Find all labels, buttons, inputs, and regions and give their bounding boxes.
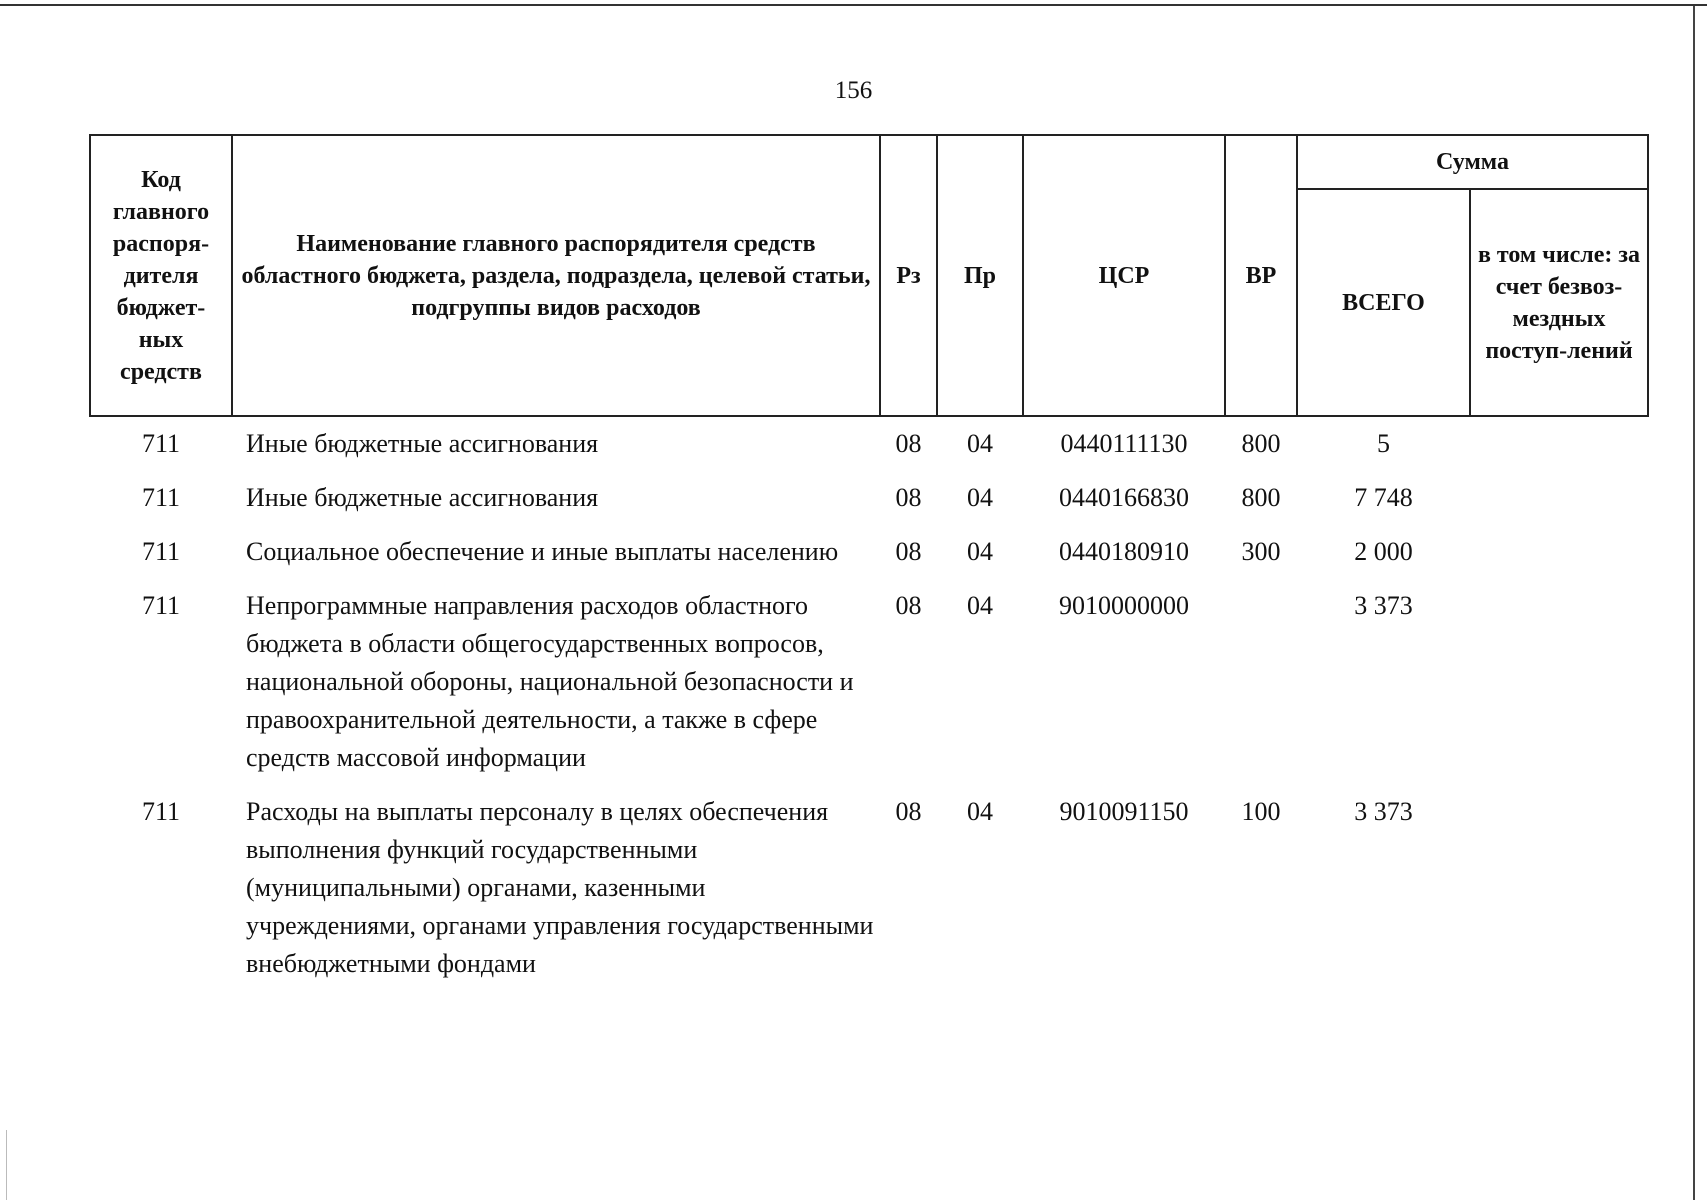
table-row [90, 416, 1648, 471]
header-csr: ЦСР [1023, 135, 1225, 416]
table-row [90, 579, 1648, 785]
header-name: Наименование главного распорядителя средств областного бюджета, раздела, подраздела, целевой статьи, подгруппы видов расходов [232, 135, 880, 416]
cell-vr: 800 [1241, 483, 1281, 512]
table-body [90, 416, 1648, 991]
cell-free [1470, 525, 1648, 579]
scan-edge-top [0, 4, 1707, 6]
cell-code: 711 [141, 483, 181, 512]
cell-free [1470, 579, 1648, 785]
cell-vr: 800 [1241, 429, 1281, 458]
cell-free [1470, 416, 1648, 471]
header-free: в том числе: за счет безвоз-мездных поступ-лений [1470, 189, 1648, 416]
cell-csr: 9010091150 [1059, 797, 1189, 826]
table-header [90, 135, 1648, 416]
cell-name: Непрограммные направления расходов областного бюджета в области общегосударственных вопросов, национальной обороны, национальной безопасности и правоохранительной деятельности, а также в сфере средств массовой информации [246, 591, 854, 772]
cell-vr: 300 [1241, 537, 1281, 566]
page-number: 156 [834, 77, 873, 104]
cell-csr: 0440166830 [1059, 483, 1189, 512]
table-row [90, 471, 1648, 525]
header-vr: ВР [1225, 135, 1297, 416]
budget-table [89, 134, 1649, 991]
table-row [90, 785, 1648, 991]
cell-rz: 08 [895, 483, 922, 512]
cell-rz: 08 [895, 537, 922, 566]
cell-csr: 0440180910 [1059, 537, 1189, 566]
cell-total: 3 373 [1354, 797, 1413, 826]
cell-pr: 04 [967, 537, 993, 566]
cell-rz: 08 [895, 797, 922, 826]
header-pr: Пр [937, 135, 1023, 416]
cell-code: 711 [141, 797, 181, 826]
header-total: ВСЕГО [1297, 189, 1470, 416]
cell-total: 7 748 [1354, 483, 1413, 512]
scan-edge-left [6, 1130, 7, 1200]
cell-name: Иные бюджетные ассигнования [246, 483, 599, 512]
header-sum: Сумма [1297, 135, 1648, 189]
cell-total: 3 373 [1354, 591, 1413, 620]
cell-total: 5 [1377, 429, 1390, 458]
cell-name: Расходы на выплаты персоналу в целях обеспечения выполнения функций государственными (муниципальными) органами, казенными учреждениями, органами управления государственными внебюджетными фондами [246, 797, 874, 978]
table-row [90, 525, 1648, 579]
cell-code: 711 [141, 537, 181, 566]
cell-pr: 04 [967, 429, 993, 458]
cell-free [1470, 471, 1648, 525]
cell-name: Иные бюджетные ассигнования [246, 429, 599, 458]
cell-csr: 0440111130 [1060, 429, 1188, 458]
cell-pr: 04 [967, 591, 993, 620]
cell-free [1470, 785, 1648, 991]
cell-vr: 100 [1241, 797, 1281, 826]
cell-pr: 04 [967, 483, 993, 512]
scan-edge-right [1693, 6, 1695, 1200]
cell-vr [1225, 579, 1297, 785]
cell-csr: 9010000000 [1059, 591, 1189, 620]
cell-total: 2 000 [1354, 537, 1413, 566]
cell-rz: 08 [895, 429, 922, 458]
header-rz: Рз [880, 135, 937, 416]
cell-pr: 04 [967, 797, 993, 826]
cell-code: 711 [141, 429, 181, 458]
header-code: Код главного распоря-дителя бюджет-ных средств [90, 135, 232, 416]
cell-name: Социальное обеспечение и иные выплаты населению [246, 537, 839, 566]
cell-code: 711 [141, 591, 181, 620]
cell-rz: 08 [895, 591, 922, 620]
